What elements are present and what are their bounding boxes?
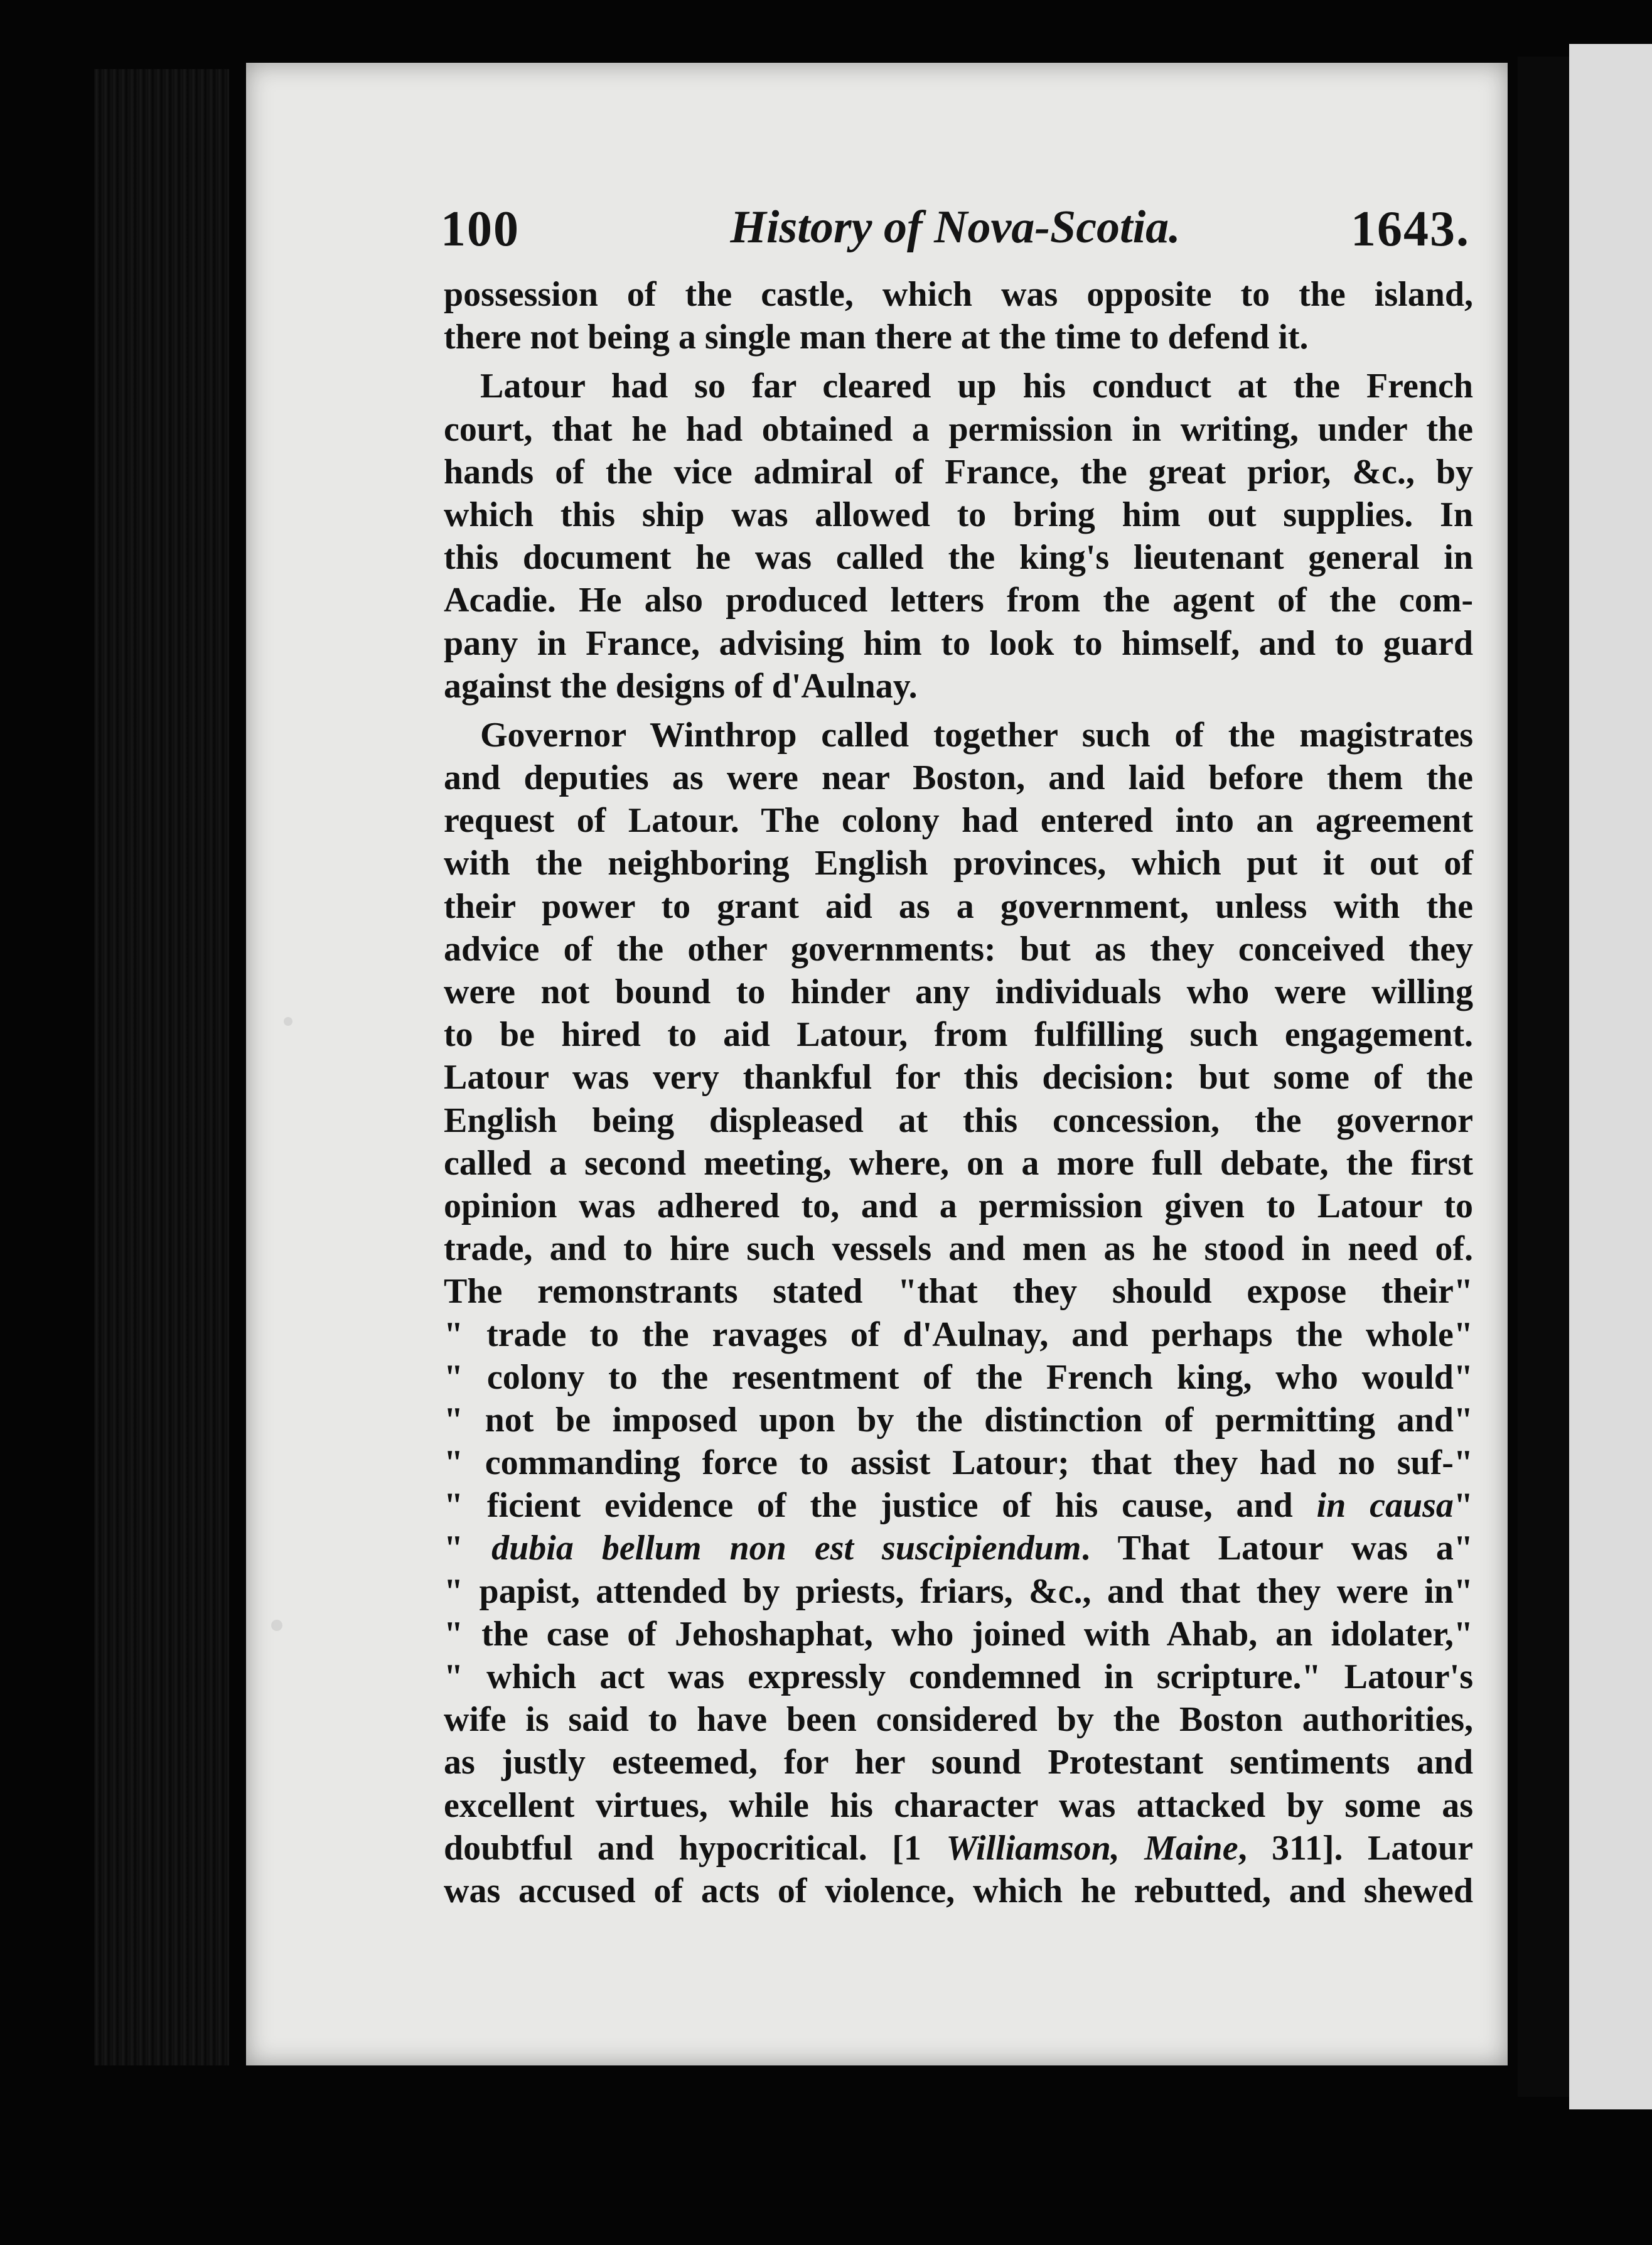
text-line: Governor Winthrop called together such of the magistrates	[480, 715, 1473, 755]
text-line: advice of the other governments: but as they conceived they	[444, 929, 1473, 969]
facing-page-edge	[1569, 44, 1652, 2109]
text-line: possession of the castle, which was opposite to the island,	[444, 275, 1473, 314]
text-line: called a second meeting, where, on a more full debate, the first	[444, 1143, 1473, 1183]
text-line: pany in France, advising him to look to himself, and to guard	[444, 623, 1473, 663]
text-line: there not being a single man there at the time to defend it.	[444, 318, 1309, 357]
text-line: which this ship was allowed to bring him out supplies. In	[444, 495, 1473, 534]
text-line: was accused of acts of violence, which he rebutted, and shewed	[444, 1871, 1473, 1910]
book-binding	[94, 69, 229, 2065]
text-line: wife is said to have been considered by the Boston authorities,	[444, 1700, 1473, 1740]
text-line: this document he was called the king's lieutenant general in	[444, 538, 1473, 578]
book-page	[246, 63, 1508, 2065]
text-line: Latour had so far cleared up his conduct at the French	[480, 367, 1473, 406]
text-line: " not be imposed upon by the distinction of permitting and"	[444, 1400, 1473, 1440]
text-line: The remonstrants stated "that they should expose their"	[444, 1272, 1473, 1311]
text-line: their power to grant aid as a government, unless with the	[444, 886, 1473, 926]
page-blemish	[284, 1017, 292, 1026]
text-line: " papist, attended by priests, friars, &c., and that they were in"	[444, 1571, 1473, 1611]
text-line: opinion was adhered to, and a permission given to Latour to	[444, 1186, 1473, 1225]
text-line: doubtful and hypocritical. [1 Williamson, Maine, 311]. Latour	[444, 1828, 1474, 1868]
text-line: to be hired to aid Latour, from fulfilling such engagement.	[444, 1015, 1473, 1055]
running-title: History of Nova-Scotia.	[730, 202, 1181, 253]
text-line: " trade to the ravages of d'Aulnay, and perhaps the whole"	[444, 1315, 1473, 1354]
page-number: 100	[441, 202, 520, 257]
text-line: " ficient evidence of the justice of his cause, and in causa"	[444, 1486, 1474, 1526]
body-text	[444, 273, 1473, 1912]
text-line: as justly esteemed, for her sound Protestant sentiments and	[444, 1743, 1473, 1782]
text-line: against the designs of d'Aulnay.	[444, 666, 918, 706]
text-line: request of Latour. The colony had entered into an agreement	[444, 801, 1473, 841]
text-line: Acadie. He also produced letters from the agent of the com-	[444, 581, 1473, 620]
page-blemish	[271, 1620, 282, 1631]
text-line: " which act was expressly condemned in scripture." Latour's	[444, 1657, 1473, 1696]
page-gutter	[1518, 57, 1569, 2097]
text-line: English being displeased at this concession, the governor	[444, 1101, 1473, 1140]
running-year: 1643.	[1351, 202, 1470, 257]
text-line: excellent virtues, while his character was attacked by some as	[444, 1785, 1473, 1825]
text-line: court, that he had obtained a permission in writing, under the	[444, 409, 1473, 449]
running-head	[441, 201, 1470, 270]
text-line: with the neighboring English provinces, which put it out of	[444, 844, 1473, 883]
text-line: and deputies as were near Boston, and laid before them the	[444, 758, 1473, 798]
text-line: were not bound to hinder any individuals who were willing	[444, 972, 1473, 1011]
text-line: " the case of Jehoshaphat, who joined with Ahab, an idolater,"	[444, 1614, 1473, 1654]
text-line: Latour was very thankful for this decision: but some of the	[444, 1058, 1473, 1097]
text-line: " commanding force to assist Latour; that they had no suf-"	[444, 1443, 1473, 1483]
text-line: hands of the vice admiral of France, the great prior, &c., by	[444, 452, 1473, 492]
text-line: " colony to the resentment of the French king, who would"	[444, 1357, 1473, 1397]
text-line: trade, and to hire such vessels and men as he stood in need of.	[444, 1229, 1473, 1269]
text-line: " dubia bellum non est suscipiendum. That Latour was a"	[444, 1529, 1473, 1568]
